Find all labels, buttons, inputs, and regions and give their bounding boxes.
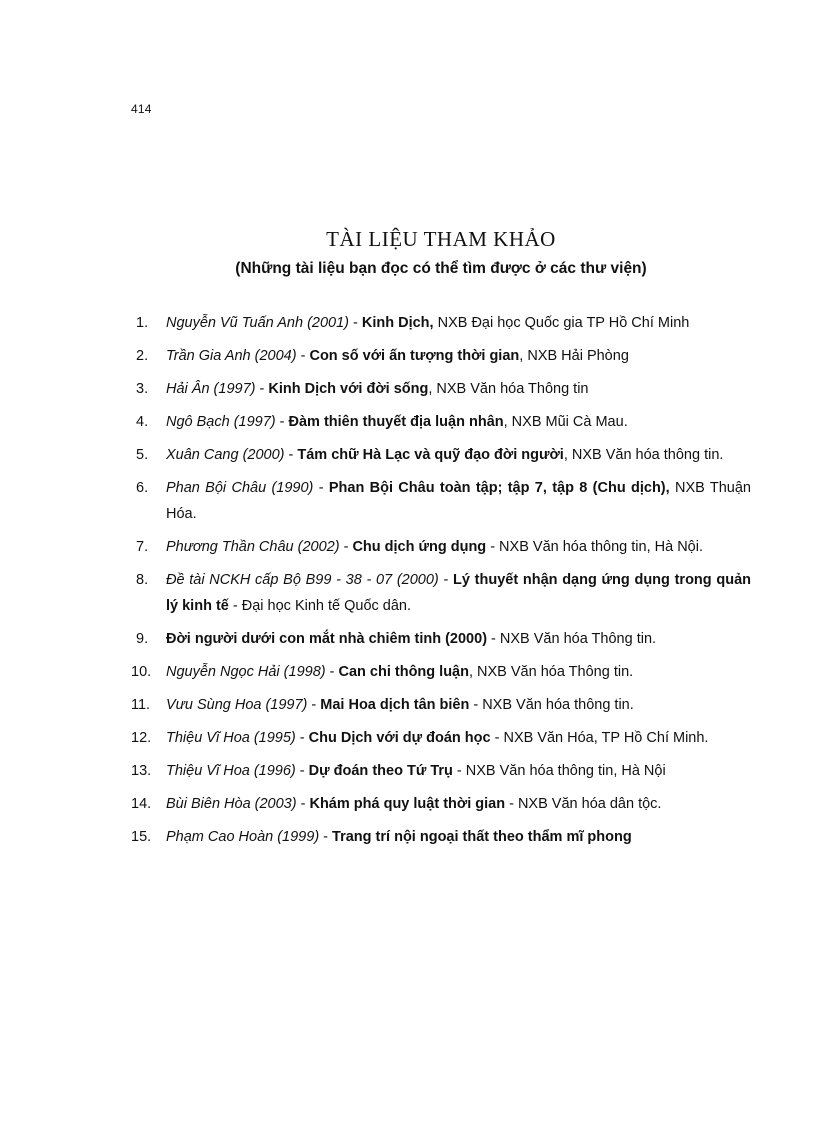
reference-publisher: - NXB Văn hóa dân tộc. (505, 796, 662, 812)
reference-item (131, 824, 751, 850)
reference-author: Đề tài NCKH cấp Bộ B99 - 38 - 07 (2000) (166, 572, 439, 588)
reference-item (131, 659, 751, 685)
reference-publisher: - NXB Văn hóa Thông tin. (487, 631, 657, 647)
reference-title: Chu Dịch với dự đoán học (308, 730, 491, 746)
reference-separator: - (339, 539, 353, 555)
reference-author: Thiệu Vĩ Hoa (1995) (166, 730, 296, 746)
reference-number: 11. (131, 697, 151, 713)
reference-title: Đàm thiên thuyết địa luận nhân (288, 414, 504, 430)
reference-number: 3. (136, 381, 149, 397)
reference-title: Tám chữ Hà Lạc và quỹ đạo đời người (297, 447, 564, 463)
reference-author: Phương Thần Châu (2002) (166, 539, 340, 555)
page-number: 414 (131, 102, 152, 116)
reference-number: 8. (136, 572, 149, 588)
page-subtitle: (Những tài liệu bạn đọc có thể tìm được ở các thư viện) (235, 260, 647, 277)
reference-number: 4. (136, 414, 149, 430)
reference-item (131, 310, 751, 336)
reference-separator: - (325, 664, 339, 680)
reference-number: 13. (131, 763, 152, 779)
reference-author: Trần Gia Anh (2004) (166, 348, 297, 364)
reference-number: 12. (131, 730, 152, 746)
reference-item (131, 442, 751, 468)
reference-item (131, 409, 751, 435)
reference-title: Phan Bội Châu toàn tập; tập 7, tập 8 (Chu dịch), (328, 480, 670, 496)
reference-author: Thiệu Vĩ Hoa (1996) (166, 763, 296, 779)
reference-separator: - (295, 763, 309, 779)
reference-title: Kinh Dịch, (361, 315, 434, 331)
reference-item (131, 567, 751, 619)
reference-item (131, 626, 751, 652)
reference-list (131, 310, 751, 857)
reference-author: Phan Bội Châu (1990) (166, 480, 314, 496)
reference-publisher: , NXB Hải Phòng (519, 348, 629, 364)
page-title: TÀI LIỆU THAM KHẢO (326, 227, 556, 251)
reference-publisher: - Đại học Kinh tế Quốc dân. (228, 598, 412, 614)
reference-title: Đời người dưới con mắt nhà chiêm tinh (2000) (166, 631, 488, 647)
reference-author: Ngô Bạch (1997) (166, 414, 276, 430)
reference-number: 2. (136, 348, 149, 364)
reference-number: 1. (136, 315, 149, 331)
reference-publisher: , NXB Văn hóa Thông tin (428, 381, 589, 397)
reference-author: Vưu Sùng Hoa (1997) (166, 697, 308, 713)
reference-separator: - (284, 447, 298, 463)
reference-publisher: NXB Đại học Quốc gia TP Hồ Chí Minh (433, 315, 690, 331)
reference-author: Xuân Cang (2000) (166, 447, 285, 463)
reference-separator: - (348, 315, 362, 331)
reference-publisher: - NXB Văn hóa thông tin. (469, 697, 634, 713)
reference-publisher: , NXB Mũi Cà Mau. (503, 414, 628, 430)
reference-title: Dự đoán theo Tứ Trụ (308, 763, 453, 779)
reference-separator: - (296, 348, 310, 364)
reference-author: Bùi Biên Hòa (2003) (166, 796, 297, 812)
reference-item (131, 692, 751, 718)
reference-item (131, 725, 751, 751)
reference-separator: - (275, 414, 289, 430)
reference-number: 5. (136, 447, 149, 463)
reference-publisher: - NXB Văn hóa thông tin, Hà Nội (452, 763, 666, 779)
reference-item (131, 791, 751, 817)
reference-separator: - (307, 697, 321, 713)
reference-number: 7. (136, 539, 149, 555)
reference-publisher: NXB Thuận Hóa. (166, 480, 751, 522)
reference-title: Con số với ấn tượng thời gian (309, 348, 520, 364)
reference-title: Khám phá quy luật thời gian (309, 796, 506, 812)
reference-item (131, 534, 751, 560)
reference-author: Nguyễn Vũ Tuấn Anh (2001) (166, 315, 349, 331)
reference-number: 9. (136, 631, 149, 647)
reference-separator: - (295, 730, 309, 746)
reference-number: 14. (131, 796, 152, 812)
reference-number: 10. (131, 664, 152, 680)
reference-title: Can chi thông luận (338, 664, 469, 680)
reference-publisher: , NXB Văn hóa Thông tin. (468, 664, 634, 680)
reference-separator: - (255, 381, 269, 397)
reference-title: Mai Hoa dịch tân biên (320, 697, 470, 713)
reference-item (131, 343, 751, 369)
reference-item (131, 475, 751, 527)
reference-title: Lý thuyết nhận dạng ứng dụng trong quản lý kinh tế (166, 572, 751, 614)
reference-separator: - (438, 572, 454, 588)
reference-title: Chu dịch ứng dụng (352, 539, 487, 555)
reference-separator: - (319, 829, 333, 845)
reference-number: 15. (131, 829, 152, 845)
reference-author: Phạm Cao Hoàn (1999) (166, 829, 320, 845)
reference-publisher: - NXB Văn Hóa, TP Hồ Chí Minh. (490, 730, 709, 746)
reference-publisher: - NXB Văn hóa thông tin, Hà Nội. (486, 539, 703, 555)
reference-item (131, 758, 751, 784)
reference-title: Kinh Dịch với đời sống (268, 381, 429, 397)
reference-separator: - (313, 480, 329, 496)
reference-title: Trang trí nội ngoại thất theo thẩm mĩ phong (332, 829, 632, 845)
reference-author: Nguyễn Ngọc Hải (1998) (166, 664, 326, 680)
reference-author: Hải Ân (1997) (166, 381, 256, 397)
reference-item (131, 376, 751, 402)
reference-publisher: , NXB Văn hóa thông tin. (563, 447, 724, 463)
reference-number: 6. (136, 480, 149, 496)
reference-separator: - (296, 796, 310, 812)
